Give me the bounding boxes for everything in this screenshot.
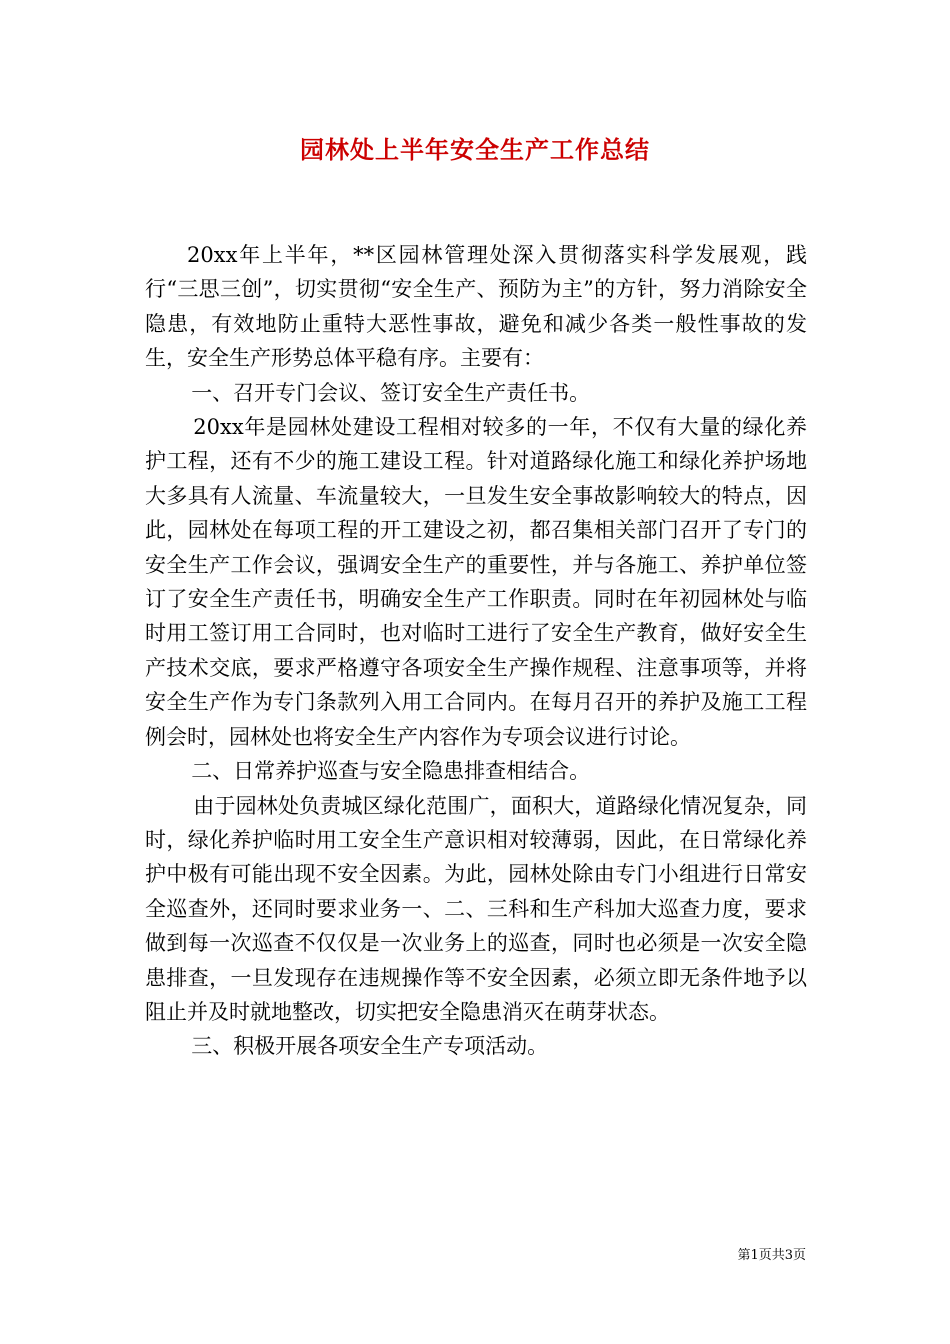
- paragraph-section-1: 20xx年是园林处建设工程相对较多的一年，不仅有大量的绿化养护工程，还有不少的施工建设工程。针对道路绿化施工和绿化养护场地大多具有人流量、车流量较大，一旦发生安全事故影响较大的特点，因此，园林处在每项工程的开工建设之初，都召集相关部门召开了专门的安全生产工作会议，强调安全生产的重要性，并与各施工、养护单位签订了安全生产责任书，明确安全生产工作职责。同时在年初园林处与临时用工签订用工合同时，也对临时工进行了安全生产教育，做好安全生产技术交底，要求严格遵守各项安全生产操作规程、注意事项等，并将安全生产作为专门条款列入用工合同内。在每月召开的养护及施工工程例会时，园林处也将安全生产内容作为专项会议进行讨论。: [145, 415, 807, 749]
- section-heading-1: 一、召开专门会议、签订安全生产责任书。: [191, 380, 591, 405]
- page-number-footer: 第1页共3页: [737, 1248, 806, 1263]
- section-heading-2: 二、日常养护巡查与安全隐患排查相结合。: [191, 759, 591, 784]
- paragraph-section-2: 由于园林处负责城区绿化范围广，面积大，道路绿化情况复杂，同时，绿化养护临时用工安全生产意识相对较薄弱，因此，在日常绿化养护中极有可能出现不安全因素。为此，园林处除由专门小组进行日常安全巡查外，还同时要求业务一、二、三科和生产科加大巡查力度，要求做到每一次巡查不仅仅是一次业务上的巡查，同时也必须是一次安全隐患排查，一旦发现存在违规操作等不安全因素，必须立即无条件地予以阻止并及时就地整改，切实把安全隐患消灭在萌芽状态。: [145, 793, 807, 1024]
- section-heading-3: 三、积极开展各项安全生产专项活动。: [191, 1034, 549, 1059]
- document-title: 园林处上半年安全生产工作总结: [300, 135, 650, 164]
- document-body: [145, 238, 807, 1064]
- paragraph-intro: 20xx年上半年，**区园林管理处深入贯彻落实科学发展观，践行“三思三创”，切实贯彻“安全生产、预防为主”的方针，努力消除安全隐患，有效地防止重特大恶性事故，避免和减少各类一般性事故的发生，安全生产形势总体平稳有序。主要有：: [145, 243, 807, 371]
